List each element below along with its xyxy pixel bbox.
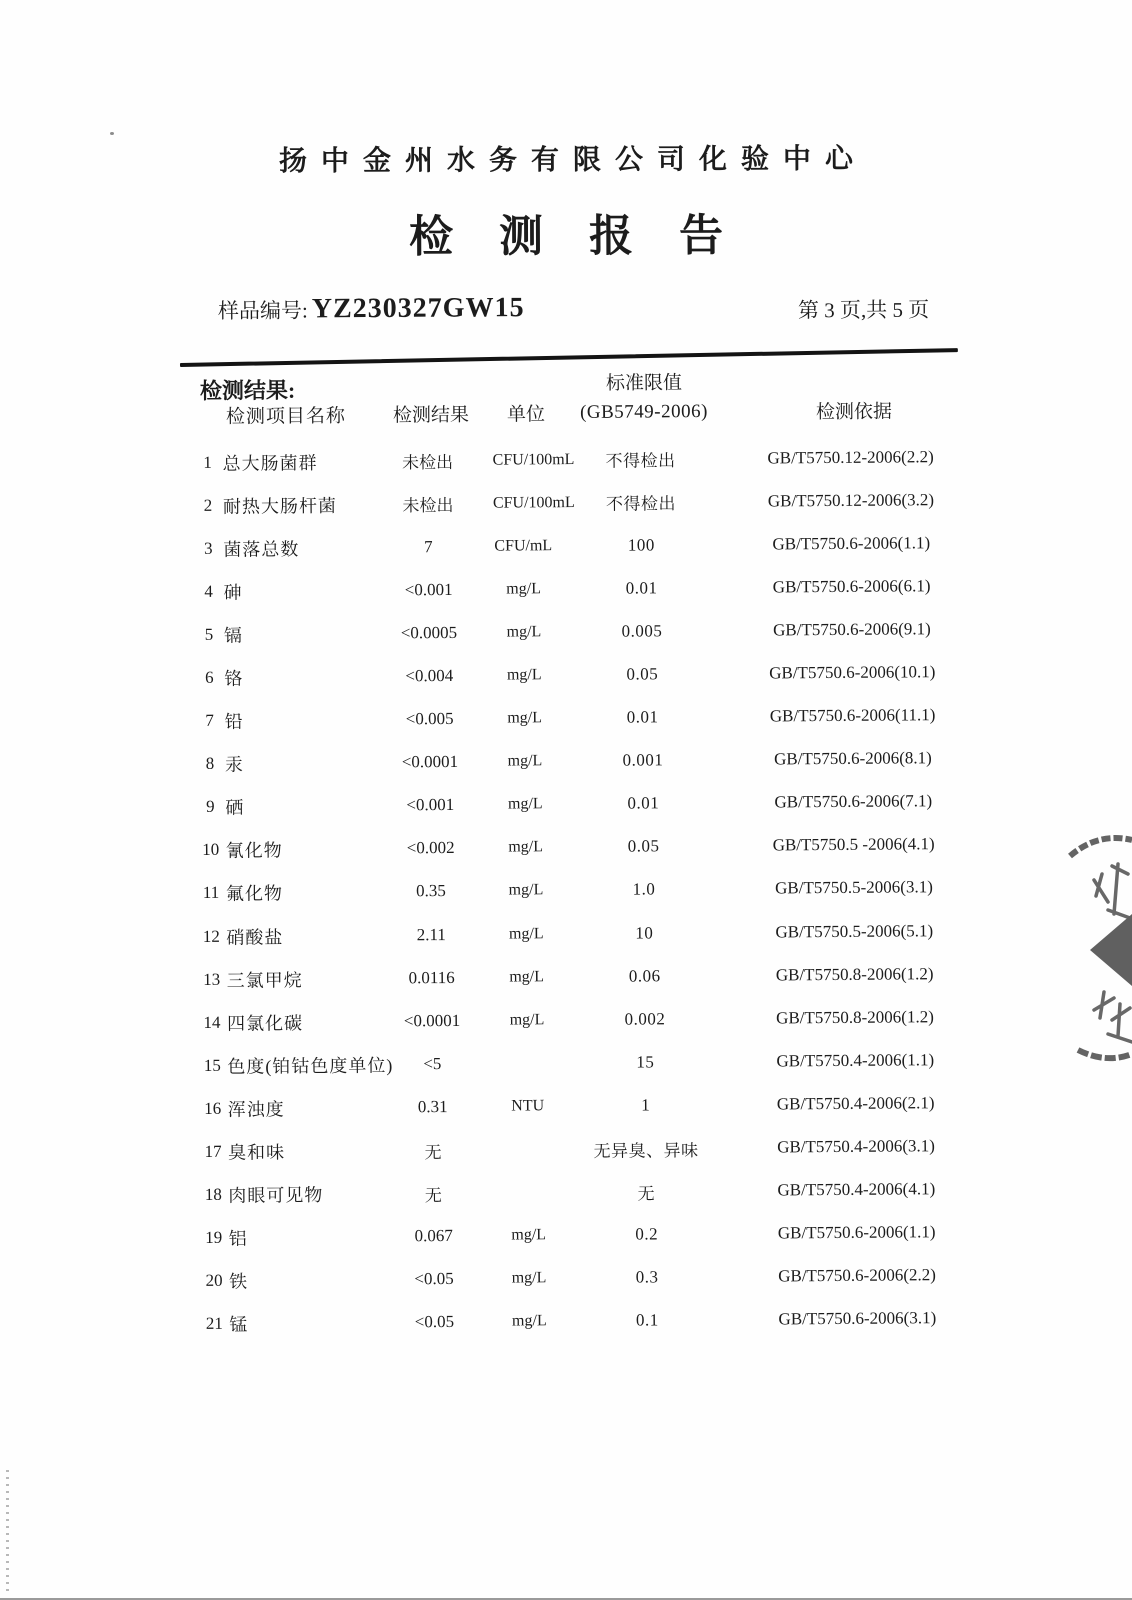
row-index: 7 (205, 710, 214, 731)
results-table-body (192, 435, 979, 1346)
basis-value: GB/T5750.6-2006(9.1) (773, 619, 931, 640)
row-index: 15 (203, 1055, 221, 1075)
item-name: 色度(铂钴色度单位) (227, 1055, 394, 1077)
result-value: <0.0001 (401, 752, 459, 772)
row-index: 1 (203, 452, 212, 472)
item-name: 锰 (229, 1315, 249, 1336)
limit-value: 0.2 (635, 1224, 659, 1244)
result-value: <0.002 (406, 838, 455, 858)
page-indicator: 第 3 页,共 5 页 (797, 297, 930, 323)
basis-value: GB/T5750.6-2006(1.1) (772, 532, 931, 554)
item-name: 耐热大肠杆菌 (222, 495, 338, 517)
result-value: <0.005 (405, 709, 454, 729)
item-name: 硝酸盐 (226, 926, 284, 948)
sample-number-value: YZ230327GW15 (311, 292, 525, 325)
item-name: 浑浊度 (227, 1099, 285, 1120)
item-name: 镉 (223, 625, 244, 646)
table-row (196, 909, 976, 958)
limit-value: 0.3 (635, 1267, 659, 1287)
table-row (193, 521, 973, 570)
results-section-title: 检测结果: (199, 377, 296, 404)
row-index: 19 (205, 1228, 223, 1248)
unit-value: mg/L (511, 1269, 547, 1287)
limit-value: 0.01 (626, 707, 659, 727)
result-value: <0.004 (405, 665, 454, 686)
basis-value: GB/T5750.5-2006(3.1) (775, 877, 933, 898)
table-row (195, 823, 975, 872)
limit-value: 不得检出 (605, 494, 677, 514)
limit-value: 0.005 (621, 621, 663, 641)
unit-value: CFU/mL (494, 536, 553, 555)
unit-value: mg/L (508, 924, 544, 943)
table-row (194, 693, 974, 742)
limit-value: 0.001 (622, 750, 664, 770)
limit-value: 1.0 (632, 879, 656, 900)
result-value: 未检出 (402, 453, 454, 473)
sample-number-label: 样品编号: (217, 298, 308, 323)
limit-value: 不得检出 (605, 451, 676, 471)
scan-speck (110, 132, 114, 135)
scan-noise-strip (6, 1470, 9, 1596)
result-value: 无 (424, 1185, 442, 1205)
limit-value: 100 (627, 535, 655, 555)
basis-value: GB/T5750.6-2006(10.1) (769, 662, 936, 683)
result-value: <0.001 (404, 579, 453, 600)
item-name: 硒 (225, 797, 245, 819)
row-index: 5 (204, 624, 214, 644)
result-value: <0.001 (406, 795, 455, 815)
table-row (194, 650, 974, 699)
result-value: 0.0116 (408, 967, 455, 988)
item-name: 四氯化碳 (226, 1012, 304, 1034)
limit-header-line1: 标准限值 (605, 372, 683, 395)
basis-value: GB/T5750.4-2006(4.1) (777, 1179, 936, 1200)
basis-value: GB/T5750.5-2006(5.1) (775, 920, 934, 942)
item-name: 氰化物 (225, 840, 283, 862)
unit-value: CFU/100mL (492, 450, 575, 469)
unit-value: mg/L (507, 795, 543, 813)
table-row (198, 1167, 978, 1216)
col-header-item-name: 检测项目名称 (225, 405, 347, 428)
unit-value: mg/L (508, 838, 544, 856)
item-name: 总大肠菌群 (222, 452, 318, 474)
table-row (199, 1254, 979, 1303)
item-name: 菌落总数 (223, 538, 300, 560)
row-index: 17 (204, 1141, 222, 1161)
unit-value: mg/L (511, 1312, 547, 1330)
unit-value: mg/L (506, 666, 542, 684)
basis-value: GB/T5750.6-2006(8.1) (774, 748, 932, 769)
result-value: 2.11 (416, 924, 446, 944)
row-index: 11 (202, 883, 220, 903)
table-row (198, 1124, 978, 1173)
table-row (197, 995, 977, 1044)
table-row (193, 564, 973, 613)
unit-value: CFU/100mL (492, 493, 575, 512)
item-name: 汞 (224, 754, 245, 775)
row-index: 21 (205, 1314, 223, 1334)
unit-value: mg/L (509, 1011, 545, 1029)
table-row (195, 780, 975, 829)
row-index: 20 (205, 1271, 223, 1291)
table-row (197, 1038, 977, 1087)
divider-rule (180, 348, 958, 367)
item-name: 肉眼可见物 (228, 1185, 324, 1206)
item-name: 臭和味 (227, 1142, 286, 1163)
table-column-headers (196, 396, 976, 429)
basis-value: GB/T5750.4-2006(3.1) (777, 1136, 935, 1157)
result-value: <0.0005 (400, 622, 458, 643)
unit-value: mg/L (511, 1226, 547, 1244)
item-name: 铅 (224, 711, 244, 732)
limit-value: 0.002 (624, 1009, 666, 1029)
row-index: 13 (203, 969, 221, 989)
limit-value: 无异臭、异味 (593, 1140, 699, 1161)
basis-value: GB/T5750.4-2006(1.1) (776, 1050, 935, 1071)
table-row (199, 1297, 979, 1346)
limit-value: 10 (635, 922, 654, 943)
table-row (192, 435, 972, 484)
basis-value: GB/T5750.8-2006(1.2) (775, 963, 934, 985)
item-name: 铝 (228, 1228, 248, 1249)
item-name: 铬 (224, 668, 244, 689)
table-row (198, 1081, 978, 1130)
row-index: 4 (204, 581, 213, 601)
partial-seal-stamp (1050, 822, 1132, 1067)
unit-value: mg/L (509, 967, 545, 986)
row-index: 2 (203, 495, 213, 515)
result-value: <5 (423, 1053, 442, 1074)
result-value: 0.35 (416, 881, 446, 901)
basis-value: GB/T5750.12-2006(3.2) (767, 489, 935, 511)
basis-value: GB/T5750.12-2006(2.2) (767, 446, 934, 468)
result-value: 未检出 (402, 496, 454, 516)
sample-number-line (218, 292, 525, 326)
limit-value: 0.01 (627, 793, 660, 813)
col-header-unit: 单位 (506, 404, 546, 426)
item-name: 氟化物 (225, 883, 284, 905)
table-row (199, 1211, 979, 1260)
limit-value: 0.06 (628, 966, 661, 986)
basis-value: GB/T5750.6-2006(11.1) (769, 705, 936, 726)
row-index: 6 (204, 667, 214, 687)
unit-value: mg/L (506, 580, 542, 598)
unit-value: mg/L (506, 623, 542, 641)
limit-value: 0.01 (625, 578, 658, 598)
col-header-result: 检测结果 (392, 404, 470, 427)
item-name: 三氯甲烷 (226, 969, 303, 991)
unit-value: NTU (511, 1097, 545, 1115)
result-value: 0.067 (414, 1226, 453, 1246)
limit-value: 0.05 (626, 664, 659, 684)
result-value: <0.0001 (403, 1010, 461, 1031)
result-value: <0.05 (414, 1269, 454, 1289)
basis-value: GB/T5750.5 -2006(4.1) (772, 834, 935, 855)
item-name: 铁 (228, 1271, 249, 1293)
row-index: 8 (205, 754, 215, 774)
item-name: 砷 (223, 582, 243, 603)
row-index: 14 (203, 1012, 221, 1032)
basis-value: GB/T5750.6-2006(3.1) (778, 1308, 937, 1329)
limit-value: 1 (641, 1095, 651, 1115)
limit-value: 0.05 (627, 836, 660, 856)
row-index: 3 (203, 538, 213, 558)
basis-value: GB/T5750.6-2006(1.1) (777, 1222, 936, 1243)
unit-value: mg/L (507, 752, 543, 770)
limit-value: 无 (637, 1184, 656, 1204)
row-index: 16 (204, 1098, 222, 1118)
basis-value: GB/T5750.4-2006(2.1) (776, 1093, 935, 1114)
result-value: 7 (423, 536, 433, 556)
col-header-limit: (GB5749-2006) (579, 400, 709, 423)
limit-value: 0.1 (635, 1310, 659, 1330)
col-header-basis: 检测依据 (815, 401, 893, 424)
unit-value: mg/L (508, 881, 544, 900)
table-row (193, 478, 973, 527)
basis-value: GB/T5750.6-2006(6.1) (772, 576, 931, 597)
result-value: 0.31 (417, 1096, 448, 1117)
basis-value: GB/T5750.6-2006(2.2) (778, 1265, 936, 1286)
table-row (194, 607, 974, 656)
basis-value: GB/T5750.6-2006(7.1) (774, 791, 933, 812)
row-index: 9 (205, 797, 215, 817)
unit-value: mg/L (507, 709, 543, 727)
row-index: 10 (202, 840, 220, 860)
basis-value: GB/T5750.8-2006(1.2) (776, 1006, 934, 1028)
table-row (196, 866, 976, 915)
result-value: <0.05 (414, 1312, 455, 1332)
result-value: 无 (424, 1142, 442, 1162)
report-title: 检测报告 (408, 211, 770, 262)
row-index: 12 (202, 926, 220, 946)
row-index: 18 (204, 1184, 222, 1205)
table-row (197, 952, 977, 1001)
table-row (195, 737, 975, 786)
organization-name: 扬中金州水务有限公司化验中心 (278, 143, 868, 178)
limit-value: 15 (636, 1052, 655, 1072)
